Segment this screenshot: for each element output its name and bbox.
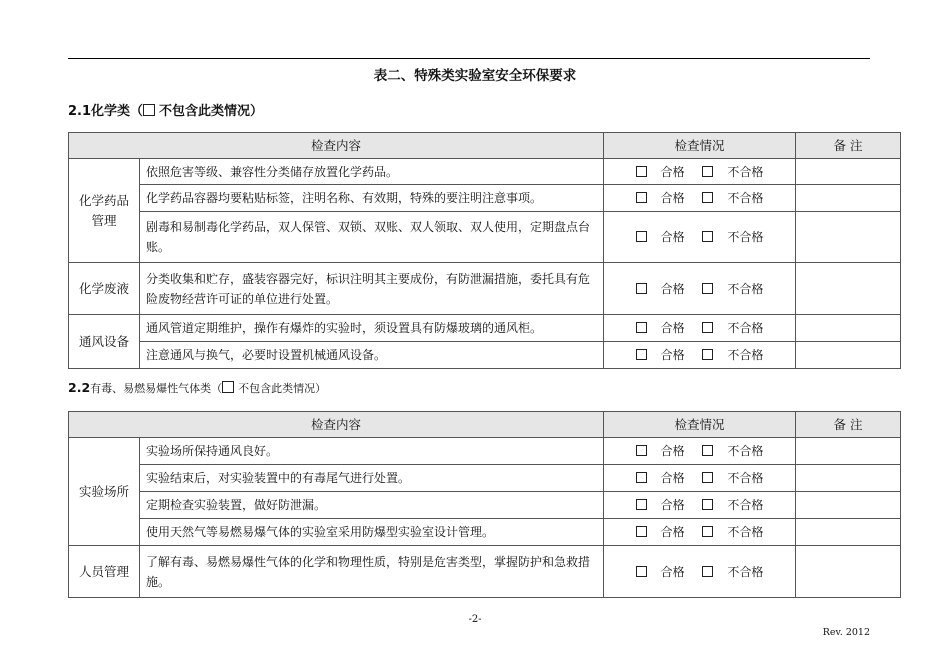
checkbox-icon[interactable]: [702, 166, 713, 177]
header-rule: [68, 58, 870, 59]
fail-option[interactable]: [702, 441, 763, 461]
header-content: 检查内容: [69, 133, 604, 159]
checkbox-icon[interactable]: [636, 472, 647, 483]
section-label: 有毒、易燃易爆性气体类（: [90, 382, 223, 395]
category-cell: 通风设备: [69, 315, 140, 369]
table-row: [69, 465, 901, 492]
table-row: [69, 263, 901, 315]
check-cell: [604, 212, 796, 263]
table-row: [69, 519, 901, 546]
section-number: 2.1: [68, 104, 92, 119]
row-content: 通风管道定期维护，操作有爆炸的实验时，须设置具有防爆玻璃的通风柜。: [140, 315, 604, 342]
fail-option[interactable]: [702, 495, 763, 515]
check-cell: [604, 342, 796, 369]
section-excluded-label: 不包含此类情况）: [159, 104, 264, 119]
remark-cell[interactable]: [796, 519, 901, 546]
fail-option[interactable]: [702, 318, 763, 338]
row-content: 注意通风与换气，必要时设置机械通风设备。: [140, 342, 604, 369]
pass-label: 合格: [660, 191, 685, 205]
checkbox-icon[interactable]: [636, 349, 647, 360]
remark-cell[interactable]: [796, 212, 901, 263]
category-cell: 化学药品管理: [69, 159, 140, 263]
table-row: [69, 492, 901, 519]
fail-option[interactable]: [702, 345, 763, 365]
section-2-2-heading: [68, 380, 326, 396]
row-content: 定期检查实验装置，做好防泄漏。: [140, 492, 604, 519]
check-cell: [604, 465, 796, 492]
category-cell: 化学废液: [69, 263, 140, 315]
section-label: 化学类（: [91, 104, 144, 119]
table-row: [69, 315, 901, 342]
pass-label: 合格: [660, 444, 685, 458]
pass-option[interactable]: [636, 279, 685, 299]
check-cell: [604, 438, 796, 465]
row-content: 了解有毒、易燃易爆性气体的化学和物理性质，特别是危害类型，掌握防护和急救措施。: [140, 546, 604, 598]
table-header: [69, 133, 901, 159]
checkbox-icon[interactable]: [636, 445, 647, 456]
pass-option[interactable]: [636, 162, 685, 182]
checkbox-icon[interactable]: [702, 499, 713, 510]
row-content: 分类收集和贮存，盛装容器完好，标识注明其主要成份，有防泄漏措施，委托具有危险废物经营许可证的单位进行处置。: [140, 263, 604, 315]
page-title: 表二、特殊类实验室安全环保要求: [373, 68, 577, 84]
checkbox-icon[interactable]: [636, 192, 647, 203]
pass-label: 合格: [660, 525, 685, 539]
checkbox-icon[interactable]: [636, 231, 647, 242]
table-row: [69, 546, 901, 598]
fail-label: 不合格: [727, 471, 764, 485]
pass-option[interactable]: [636, 468, 685, 488]
row-content: 化学药品容器均要粘贴标签，注明名称、有效期，特殊的要注明注意事项。: [140, 185, 604, 212]
fail-option[interactable]: [702, 227, 763, 247]
table-row: [69, 185, 901, 212]
fail-option[interactable]: [702, 279, 763, 299]
fail-option[interactable]: [702, 522, 763, 542]
checkbox-icon[interactable]: [702, 231, 713, 242]
pass-label: 合格: [660, 281, 685, 296]
checkbox-icon[interactable]: [702, 283, 713, 294]
pass-label: 合格: [660, 564, 685, 579]
checkbox-icon[interactable]: [702, 322, 713, 333]
checkbox-icon[interactable]: [636, 566, 647, 577]
row-content: 实验结束后，对实验装置中的有毒尾气进行处置。: [140, 465, 604, 492]
fail-label: 不合格: [727, 281, 764, 296]
row-content: 依照危害等级、兼容性分类储存放置化学药品。: [140, 159, 604, 185]
pass-label: 合格: [660, 348, 685, 362]
section-number: 2.2: [68, 380, 91, 395]
fail-label: 不合格: [727, 191, 764, 205]
section-2-1-heading: [68, 100, 263, 119]
section-excluded-label: 不包含此类情况）: [238, 382, 327, 395]
checkbox-icon[interactable]: [636, 322, 647, 333]
revision-label: Rev. 2012: [822, 627, 870, 638]
check-cell: [604, 159, 796, 185]
table-row: [69, 342, 901, 369]
remark-cell[interactable]: [796, 465, 901, 492]
fail-option[interactable]: [702, 468, 763, 488]
row-content: 实验场所保持通风良好。: [140, 438, 604, 465]
remark-cell[interactable]: [796, 159, 901, 185]
pass-option[interactable]: [636, 318, 685, 338]
page-number: -2-: [468, 614, 482, 625]
fail-label: 不合格: [727, 564, 764, 579]
fail-label: 不合格: [727, 525, 764, 539]
remark-cell[interactable]: [796, 438, 901, 465]
checkbox-icon[interactable]: [143, 104, 155, 116]
category-cell: 实验场所: [69, 438, 140, 546]
pass-label: 合格: [660, 498, 685, 512]
pass-option[interactable]: [636, 495, 685, 515]
header-remark: 备 注: [796, 412, 901, 438]
pass-option[interactable]: [636, 562, 685, 582]
header-content: 检查内容: [69, 412, 604, 438]
table-row: [69, 438, 901, 465]
table-row: [69, 212, 901, 263]
checkbox-icon[interactable]: [222, 381, 234, 393]
fail-label: 不合格: [727, 348, 764, 362]
table-row: [69, 159, 901, 185]
checkbox-icon[interactable]: [702, 349, 713, 360]
checkbox-icon[interactable]: [702, 526, 713, 537]
pass-label: 合格: [660, 321, 685, 335]
remark-cell[interactable]: [796, 546, 901, 598]
checkbox-icon[interactable]: [702, 566, 713, 577]
chemical-table: [68, 132, 901, 369]
checkbox-icon[interactable]: [702, 472, 713, 483]
pass-option[interactable]: [636, 227, 685, 247]
header-status: 检查情况: [604, 412, 796, 438]
checkbox-icon[interactable]: [636, 499, 647, 510]
pass-label: 合格: [660, 471, 685, 485]
pass-option[interactable]: [636, 188, 685, 208]
pass-option[interactable]: [636, 345, 685, 365]
checkbox-icon[interactable]: [702, 192, 713, 203]
pass-option[interactable]: [636, 522, 685, 542]
check-cell: [604, 546, 796, 598]
fail-label: 不合格: [727, 230, 764, 244]
fail-label: 不合格: [727, 164, 764, 179]
remark-cell[interactable]: [796, 263, 901, 315]
fail-label: 不合格: [727, 321, 764, 335]
pass-label: 合格: [660, 164, 685, 179]
check-cell: [604, 263, 796, 315]
remark-cell[interactable]: [796, 342, 901, 369]
checkbox-icon[interactable]: [702, 445, 713, 456]
checkbox-icon[interactable]: [636, 283, 647, 294]
gas-table: [68, 411, 901, 598]
remark-cell[interactable]: [796, 492, 901, 519]
pass-label: 合格: [660, 230, 685, 244]
remark-cell[interactable]: [796, 315, 901, 342]
check-cell: [604, 492, 796, 519]
row-content: 使用天然气等易燃易爆气体的实验室采用防爆型实验室设计管理。: [140, 519, 604, 546]
pass-option[interactable]: [636, 441, 685, 461]
fail-label: 不合格: [727, 444, 764, 458]
checkbox-icon[interactable]: [636, 526, 647, 537]
row-content: 剧毒和易制毒化学药品，双人保管、双锁、双账、双人领取、双人使用，定期盘点台账。: [140, 212, 604, 263]
check-cell: [604, 519, 796, 546]
fail-option[interactable]: [702, 162, 763, 182]
fail-label: 不合格: [727, 498, 764, 512]
check-cell: [604, 185, 796, 212]
header-status: 检查情况: [604, 133, 796, 159]
checkbox-icon[interactable]: [636, 166, 647, 177]
table-header: [69, 412, 901, 438]
fail-option[interactable]: [702, 188, 763, 208]
header-remark: 备 注: [796, 133, 901, 159]
remark-cell[interactable]: [796, 185, 901, 212]
category-cell: 人员管理: [69, 546, 140, 598]
fail-option[interactable]: [702, 562, 763, 582]
check-cell: [604, 315, 796, 342]
